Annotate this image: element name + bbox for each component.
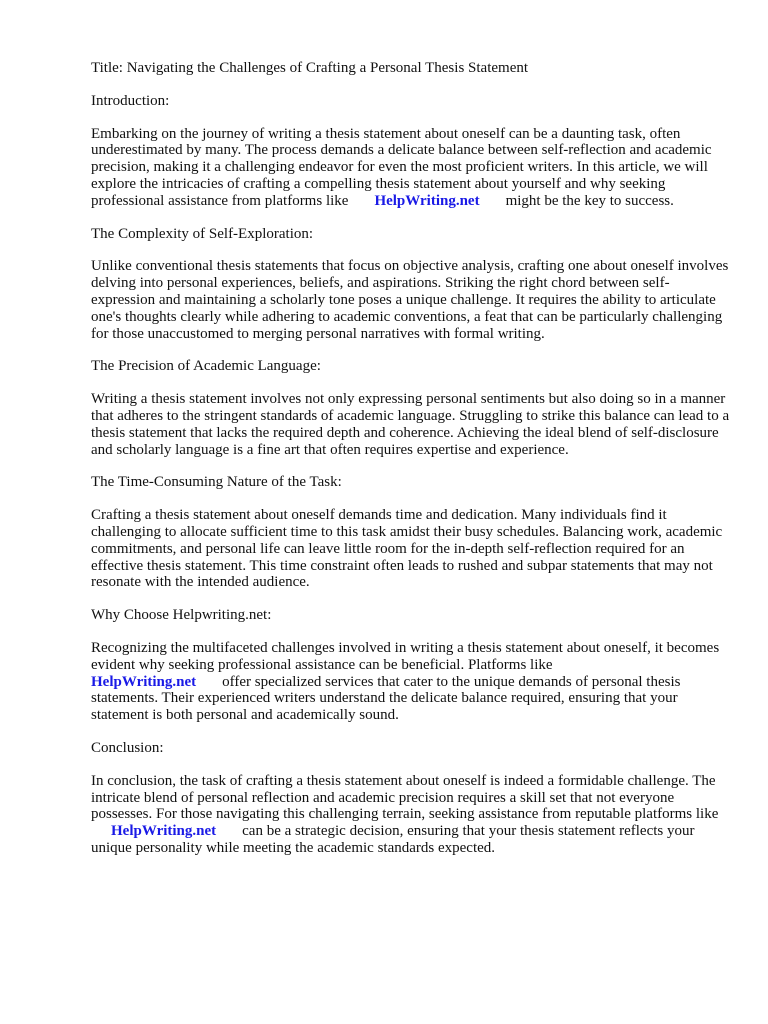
conclusion-text-before-link: In conclusion, the task of crafting a thesis statement about oneself is indeed a formidable challenge. The intricate blend of personal reflection and academic precision requires a skill set that not everyone possesses. For those navigating this challenging terrain, seeking assistance from reputable platforms like	[91, 772, 719, 823]
paragraph-introduction	[91, 126, 731, 210]
heading-why-choose: Why Choose Helpwriting.net:	[91, 607, 272, 624]
helpwriting-link-intro[interactable]: HelpWriting.net	[374, 192, 480, 209]
document-title: Title: Navigating the Challenges of Crafting a Personal Thesis Statement	[91, 60, 529, 76]
paragraph-complexity: Unlike conventional thesis statements that focus on objective analysis, crafting one about oneself involves delving into personal experiences, beliefs, and aspirations. Striking the right chord between self-expression and maintaining a scholarly tone poses a unique challenge. It requires the ability to articulate one's thoughts clearly while adhering to academic conventions, a feat that can be particularly challenging for those unaccustomed to merging personal narratives with formal writing.	[91, 258, 729, 342]
paragraph-conclusion	[91, 773, 731, 857]
helpwriting-link-conclusion[interactable]: HelpWriting.net	[111, 823, 217, 840]
heading-introduction: Introduction:	[91, 92, 170, 109]
why-text-after-link: offer specialized services that cater to the unique demands of personal thesis statements. Their experienced writers understand the delicate balance required, ensuring that your statement is both personal and academically sound.	[91, 673, 681, 724]
conclusion-text-after-link: can be a strategic decision, ensuring that your thesis statement reflects your unique personality while meeting the academic standards expected.	[91, 823, 695, 856]
heading-complexity: The Complexity of Self-Exploration:	[91, 225, 314, 242]
paragraph-why-choose	[91, 640, 731, 724]
why-text-before-link: Recognizing the multifaceted challenges involved in writing a thesis statement about oneself, it becomes evident why seeking professional assistance can be beneficial. Platforms like	[91, 639, 720, 673]
paragraph-time: Crafting a thesis statement about oneself demands time and dedication. Many individuals find it challenging to allocate sufficient time to this task amidst their busy schedules. Balancing work, academic commitments, and personal life can leave little room for the in-depth self-reflection required for an effective thesis statement. This time constraint often leads to rushed and subpar statements that may not resonate with the intended audience.	[91, 507, 723, 591]
heading-time: The Time-Consuming Nature of the Task:	[91, 474, 342, 491]
heading-precision: The Precision of Academic Language:	[91, 358, 321, 375]
intro-text-after-link: might be the key to success.	[505, 192, 674, 209]
paragraph-precision: Writing a thesis statement involves not only expressing personal sentiments but also doing so in a manner that adheres to the stringent standards of academic language. Struggling to strike this balance can lead to a thesis statement that lacks the required depth and coherence. Achieving the ideal blend of self-disclosure and scholarly language is a fine art that often requires expertise and experience.	[91, 391, 730, 458]
helpwriting-link-why[interactable]: HelpWriting.net	[91, 673, 197, 690]
intro-text-before-link: Embarking on the journey of writing a thesis statement about oneself can be a daunting task, often underestimated by many. The process demands a delicate balance between self-reflection and academic precision, making it a challenging endeavor for even the most proficient writers. In this article, we will explore the intricacies of crafting a compelling thesis statement about yourself and why seeking professional assistance from platforms like	[91, 125, 712, 209]
document-page	[91, 60, 731, 873]
heading-conclusion: Conclusion:	[91, 739, 164, 756]
